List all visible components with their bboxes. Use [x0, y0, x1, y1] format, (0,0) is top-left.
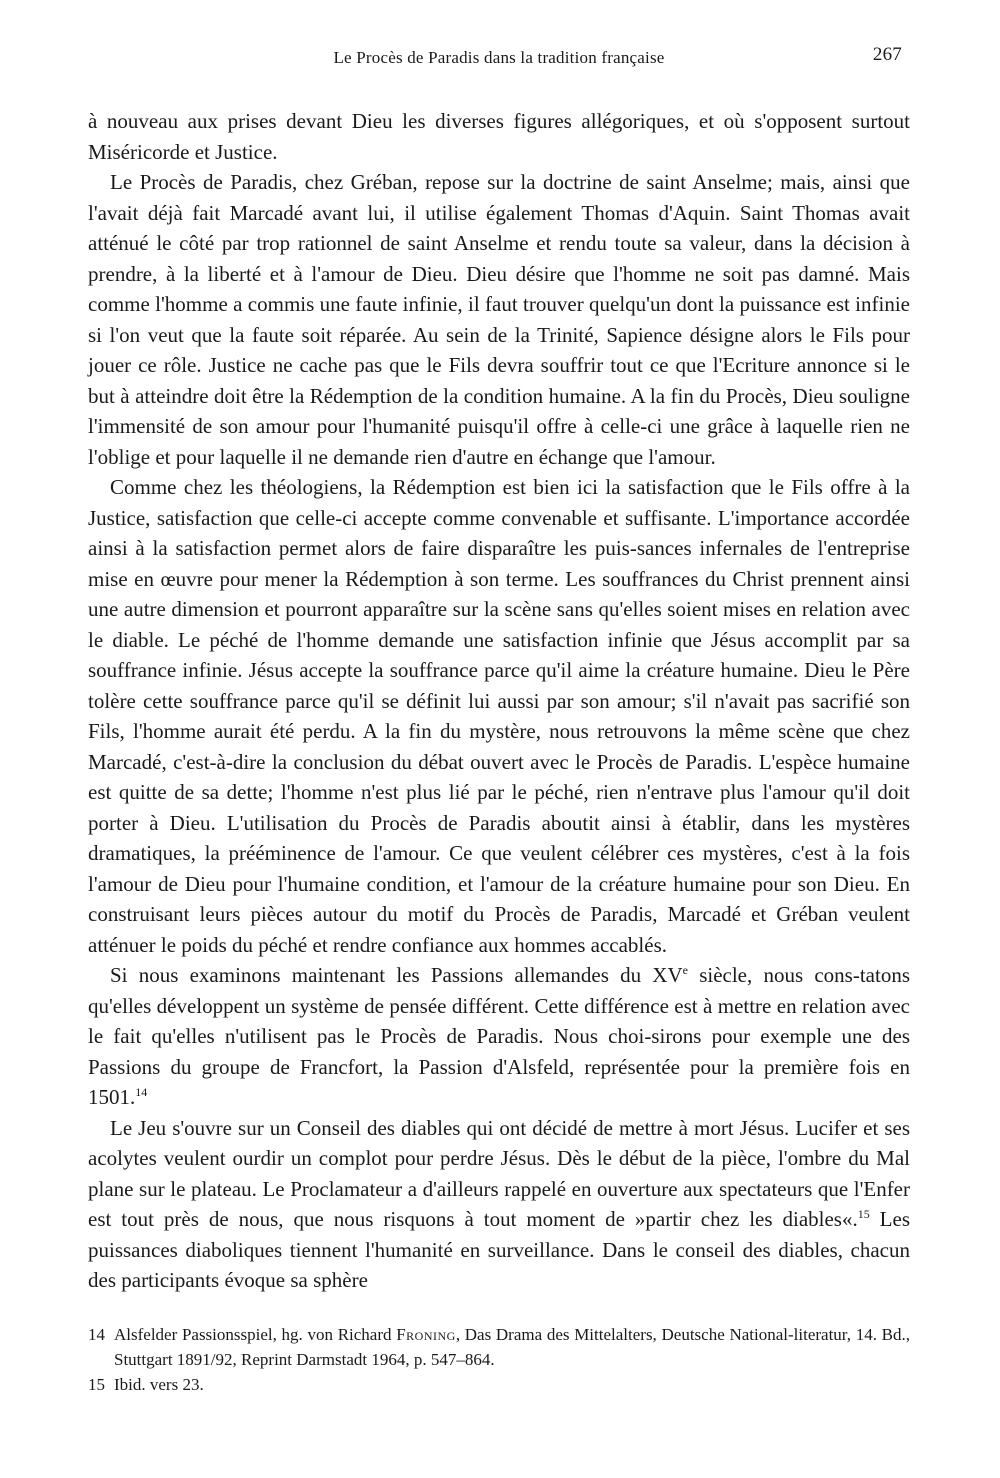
footnote-number: 14 [88, 1325, 105, 1344]
running-title: Le Procès de Paradis dans la tradition française [333, 48, 665, 67]
footnote-text: Ibid. vers 23. [114, 1375, 204, 1394]
body-text [88, 106, 910, 1296]
page [88, 44, 910, 1296]
running-head [88, 44, 910, 76]
text-run: , Das Drama des Mittelalters, Deutsche National-literatur, 14. Bd., Stuttgart 1891/92, Reprint Darmstadt 1964, p. 547–864. [114, 1325, 910, 1369]
text-run: Les puissances diaboliques tiennent l'humanité en surveillance. Dans le conseil des diables, chacun des participants évoque sa sphère [88, 1207, 911, 1292]
paragraph: Comme chez les théologiens, la Rédemption est bien ici la satisfaction que le Fils offre à la Justice, satisfaction que celle-ci accepte comme convenable et suffisante. L'importance accordée ainsi à la satisfaction permet alors de faire disparaître les puis-sances infernales de l'entreprise mise en œuvre pour mener la Rédemption à son terme. Les souffrances du Christ prennent ainsi une autre dimension et pourront apparaître sur la scène sans qu'elles soient mises en relation avec le diable. Le péché de l'homme demande une satisfaction infinie que Jésus accomplit par sa souffrance infinie. Jésus accepte la souffrance parce qu'il aime la créature humaine. Dieu le Père tolère cette souffrance parce qu'il se définit lui aussi par son amour; s'il n'avait pas sacrifié son Fils, l'homme aurait été perdu. A la fin du mystère, nous retrouvons la même scène que chez Marcadé, c'est-à-dire la conclusion du débat ouvert avec le Procès de Paradis. L'espèce humaine est quitte de sa dette; l'homme n'est plus lié par le péché, rien n'entrave plus l'amour qu'il doit porter à Dieu. L'utilisation du Procès de Paradis aboutit ainsi à établir, dans les mystères dramatiques, la prééminence de l'amour. Ce que veulent célébrer ces mystères, c'est à la fois l'amour de Dieu pour l'humaine condition, et l'amour de la créature humaine pour son Dieu. En construisant leurs pièces autour du motif du Procès de Paradis, Marcadé et Gréban veulent atténuer le poids du péché et rendre confiance aux hommes accablés. [88, 475, 910, 957]
footnotes [88, 1322, 910, 1397]
footnote-ref-14[interactable]: 14 [135, 1085, 148, 1099]
footnote-15 [88, 1372, 910, 1397]
footnote-text [114, 1322, 910, 1372]
footnote-number: 15 [88, 1375, 105, 1394]
paragraph [88, 960, 910, 1113]
author-name: Froning [396, 1325, 456, 1344]
paragraph: Le Procès de Paradis, chez Gréban, repose sur la doctrine de saint Anselme; mais, ainsi que l'avait déjà fait Marcadé avant lui, il utilise également Thomas d'Aquin. Saint Thomas avait atténué le côté par trop rationnel de saint Anselme et rendu toute sa valeur, dans la décision à prendre, à la liberté et à l'amour de Dieu. Dieu désire que l'homme ne soit pas damné. Mais comme l'homme a commis une faute infinie, il faut trouver quelqu'un dont la puissance est infinie si l'on veut que la faute soit réparée. Au sein de la Trinité, Sapience désigne alors le Fils pour jouer ce rôle. Justice ne cache pas que le Fils devra souffrir tout ce que l'Ecriture annonce si le but à atteindre doit être la Rédemption de la condition humaine. A la fin du Procès, Dieu souligne l'immensité de son amour pour l'humanité puisqu'il offre à celle-ci une grâce à laquelle rien ne l'oblige et pour laquelle il ne demande rien d'autre en échange que l'amour. [88, 170, 910, 469]
footnote-14 [88, 1322, 910, 1372]
paragraph [88, 1113, 910, 1296]
paragraph: à nouveau aux prises devant Dieu les diverses figures allégoriques, et où s'opposent surtout Miséricorde et Justice. [88, 109, 910, 164]
text-run: Le Jeu s'ouvre sur un Conseil des diables qui ont décidé de mettre à mort Jésus. Lucifer et ses acolytes veulent ourdir un complot pour perdre Jésus. Dès le début de la pièce, l'ombre du Mal plane sur le plateau. Le Proclamateur a d'ailleurs rappelé en ouverture aux spectateurs que l'Enfer est tout près de nous, que nous risquons à tout moment de »partir chez les diables«. [88, 1115, 910, 1231]
text-run: Alsfelder Passionsspiel, hg. von Richard [114, 1325, 397, 1344]
text-run: Si nous examinons maintenant les Passions allemandes du XV [110, 963, 683, 987]
text-run: siècle, nous cons-tatons qu'elles développent un système de pensée différent. Cette différence est à mettre en relation avec le fait qu'elles n'utilisent pas le Procès de Paradis. Nous choi-sirons pour exemple une des Passions du groupe de Francfort, la Passion d'Alsfeld, représentée pour la première fois en 1501. [88, 963, 910, 1109]
superscript: e [682, 963, 688, 977]
page-number: 267 [872, 44, 902, 65]
footnote-ref-15[interactable]: 15 [857, 1207, 870, 1221]
